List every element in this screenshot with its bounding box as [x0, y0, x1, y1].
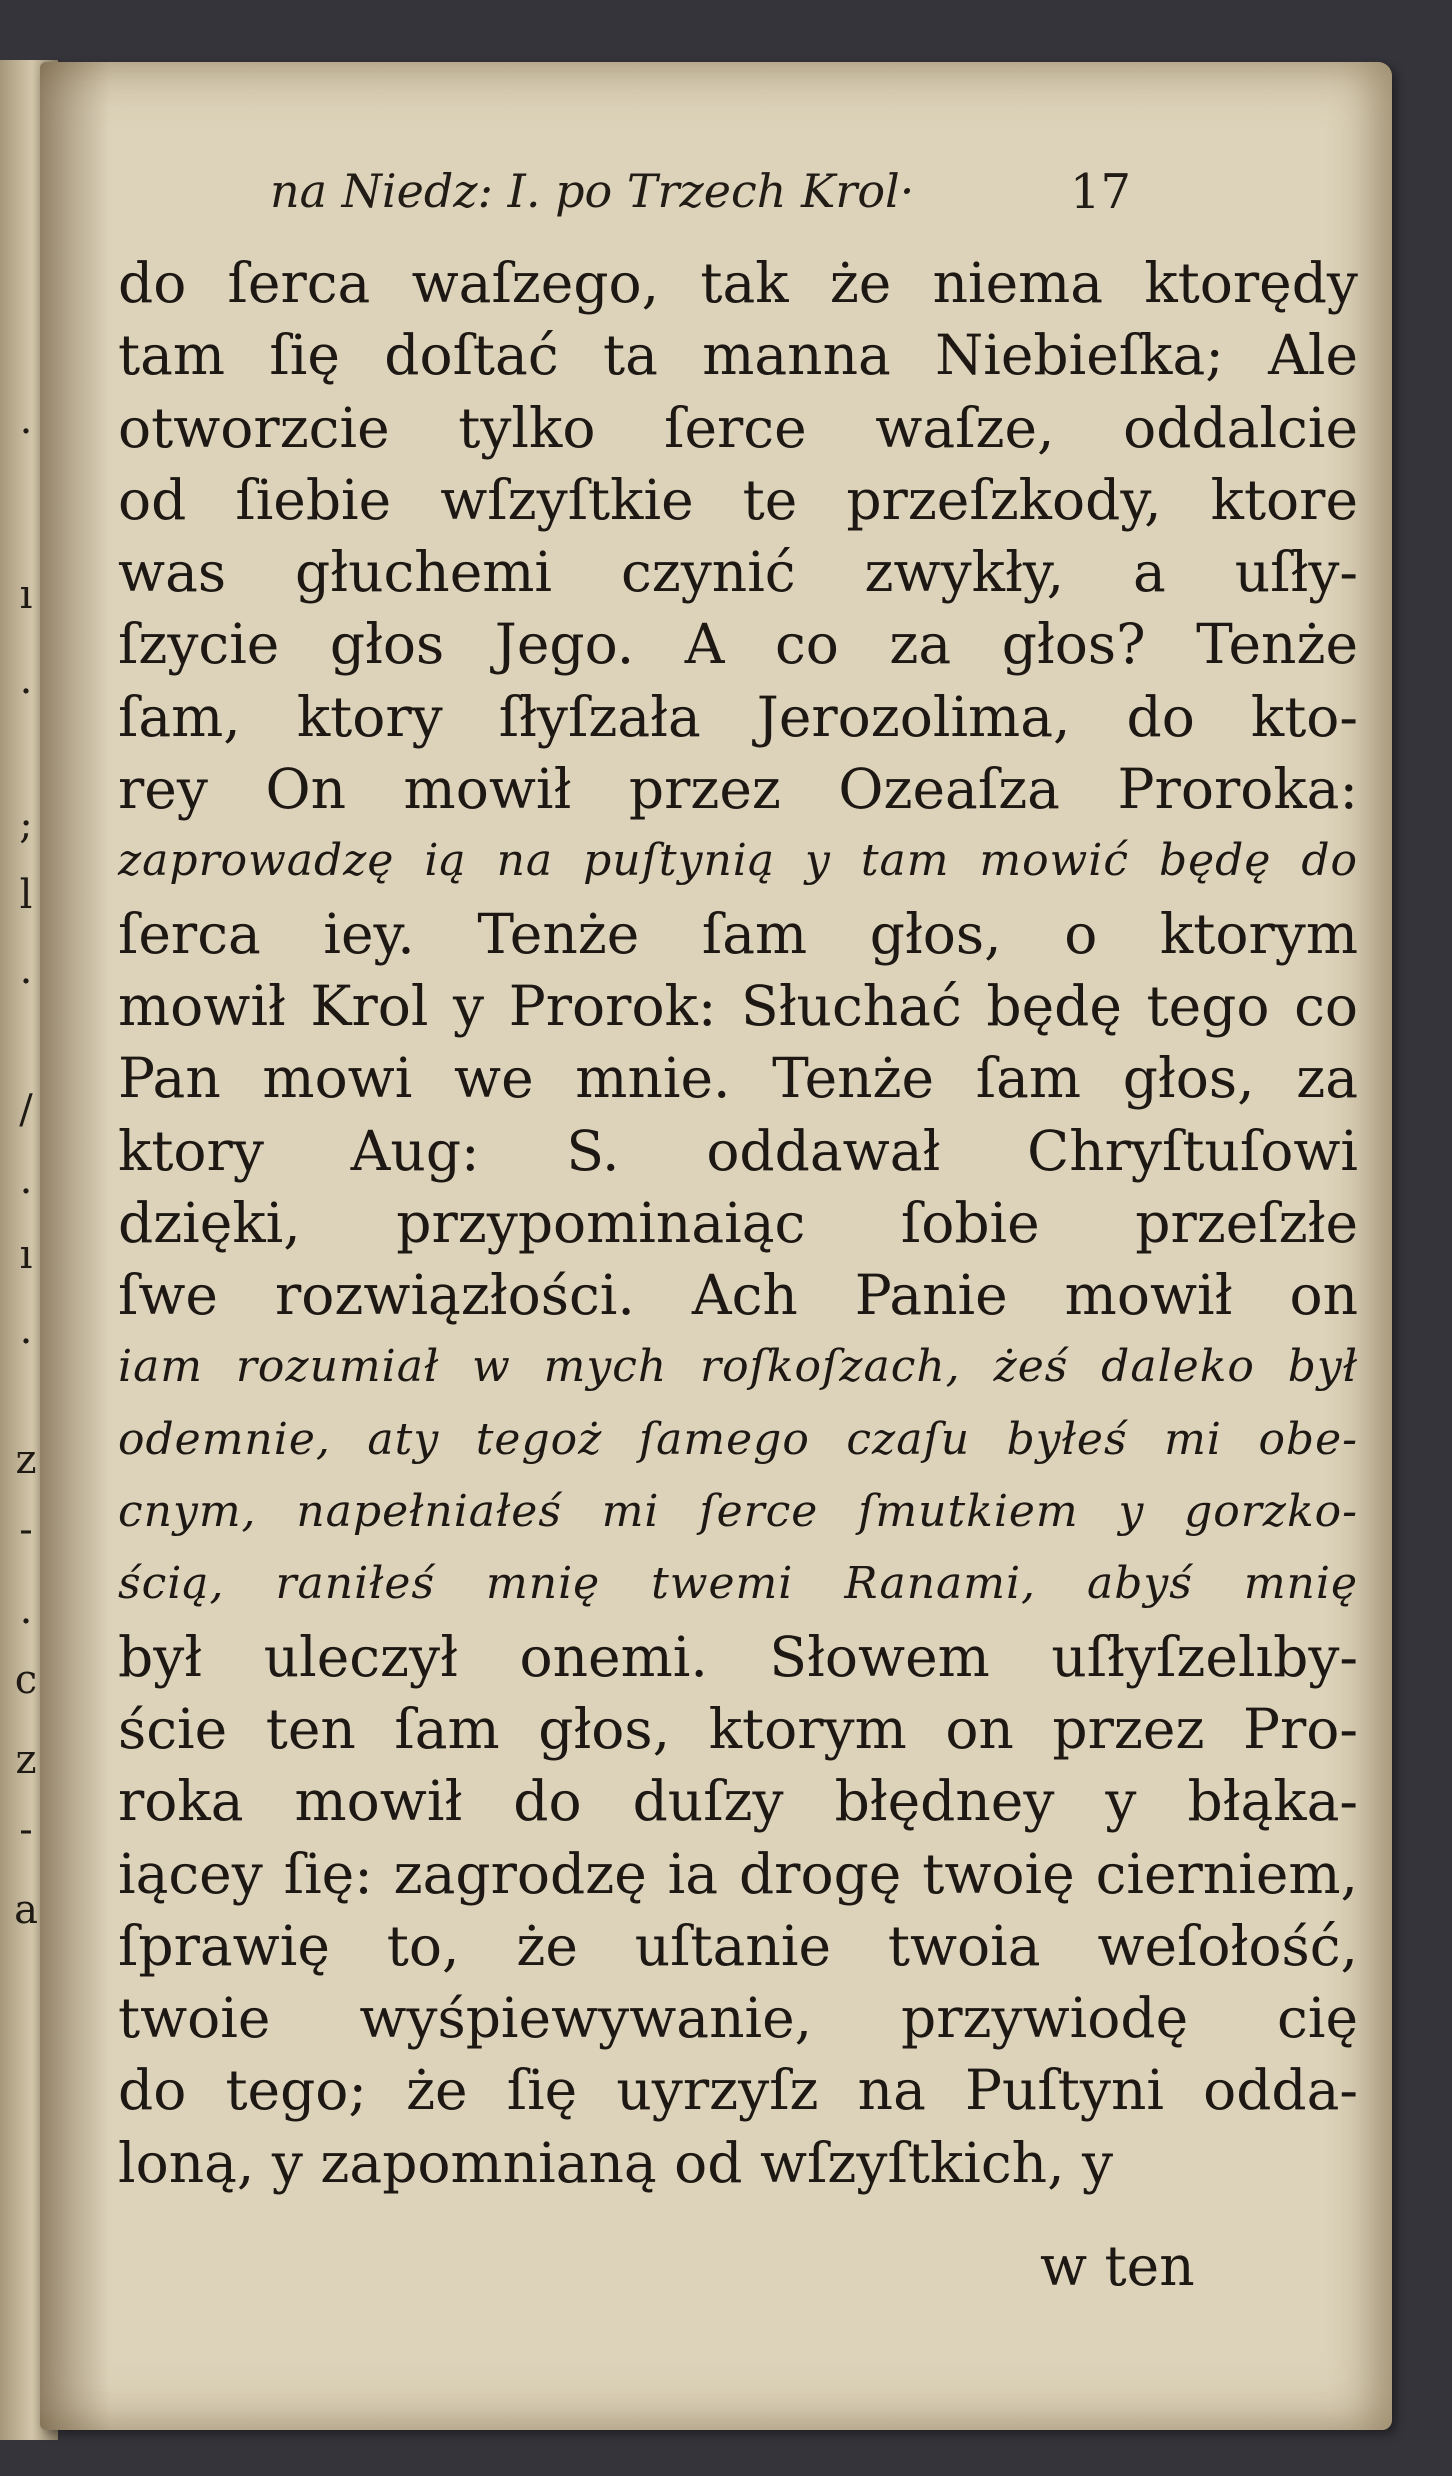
facing-page-mark: a — [14, 1887, 38, 1933]
text-line: was głuchemi czynić zwykły, a uſły- — [118, 540, 1358, 605]
page-header — [40, 164, 1392, 234]
body-text — [118, 247, 1358, 2199]
text-line: iącey ſię: zagrodzę ia drogę twoię cierniem, — [118, 1841, 1358, 1906]
facing-page-mark: . — [19, 947, 33, 993]
text-line: dzięki, przypominaiąc ſobie przeſzłe — [118, 1190, 1358, 1255]
text-line: ſzycie głos Jego. A co za głos? Tenże — [118, 612, 1358, 677]
text-line: tam ſię doſtać ta manna Niebieſka; Ale — [118, 323, 1358, 388]
facing-page-mark: l — [19, 872, 33, 918]
facing-page-mark: ı — [19, 1232, 33, 1278]
text-line: rey On mowił przez Ozeaſza Proroka: — [118, 757, 1358, 822]
facing-page-mark: . — [19, 1307, 33, 1353]
text-line-italic: odemnie, aty tegoż ſamego czaſu byłeś mi obe- — [118, 1413, 1358, 1465]
text-line: od ſiebie wſzyſtkie te przeſzkody, ktore — [118, 467, 1358, 532]
facing-page-mark: ; — [19, 802, 33, 848]
text-line: ktory Aug: S. oddawał Chryſtuſowi — [118, 1118, 1358, 1183]
facing-page-mark: / — [19, 1087, 33, 1133]
text-line: ſprawię to, że uſtanie twoia weſołość, — [118, 1913, 1358, 1978]
facing-page-mark: . — [19, 1157, 33, 1203]
book-page — [40, 62, 1392, 2430]
facing-page-mark: . — [19, 657, 33, 703]
text-line: do tego; że ſię uyrzyſz na Puſtyni odda- — [118, 2058, 1358, 2123]
text-line: roka mowił do duſzy błędney y błąka- — [118, 1769, 1358, 1834]
text-line: loną, y zapomnianą od wſzyſtkich, y — [118, 2130, 1114, 2195]
facing-page-mark: - — [19, 1807, 33, 1853]
text-line-italic: zaprowadzę ią na puſtynią y tam mowić będę do — [118, 835, 1358, 887]
text-line: ście ten ſam głos, ktorym on przez Pro- — [118, 1696, 1358, 1761]
text-line-italic: ścią, raniłeś mnię twemi Ranami, abyś mnię — [118, 1558, 1358, 1610]
text-line: twoie wyśpiewywanie, przywiodę cię — [118, 1986, 1358, 2051]
text-line: był uleczył onemi. Słowem uſłyſzelıby- — [118, 1624, 1358, 1689]
text-line-italic: iam rozumiał w mych roſkoſzach, żeś daleko był — [118, 1341, 1358, 1393]
facing-page-mark: - — [19, 1507, 33, 1553]
text-line: do ſerca waſzego, tak że niema ktorędy — [118, 251, 1358, 315]
page-gutter-shadow — [40, 62, 110, 2430]
facing-page-mark: z — [15, 1737, 37, 1783]
facing-page-mark: z — [15, 1437, 37, 1483]
text-line: otworzcie tylko ſerce waſze, oddalcie — [118, 395, 1358, 460]
facing-page-mark: c — [14, 1657, 38, 1703]
catchword: w ten — [1040, 2234, 1195, 2298]
text-line-italic: cnym, napełniałeś mi ſerce ſmutkiem y gorzko- — [118, 1486, 1358, 1538]
facing-page-mark: . — [19, 1587, 33, 1633]
text-line: Pan mowi we mnie. Tenże ſam głos, za — [118, 1046, 1358, 1111]
page-number: 17 — [1070, 164, 1132, 220]
text-line: ſerca iey. Tenże ſam głos, o ktorym — [118, 901, 1358, 966]
running-head: na Niedz: I. po Trzech Krol· — [270, 164, 915, 218]
text-line: mowił Krol y Prorok: Słuchać będę tego co — [118, 973, 1358, 1038]
facing-page-mark: . — [19, 397, 33, 443]
facing-page-mark: ı — [19, 572, 33, 618]
text-line: ſwe rozwiązłości. Ach Panie mowił on — [118, 1263, 1358, 1328]
text-line: ſam, ktory ſłyſzała Jerozolima, do kto- — [118, 684, 1358, 749]
